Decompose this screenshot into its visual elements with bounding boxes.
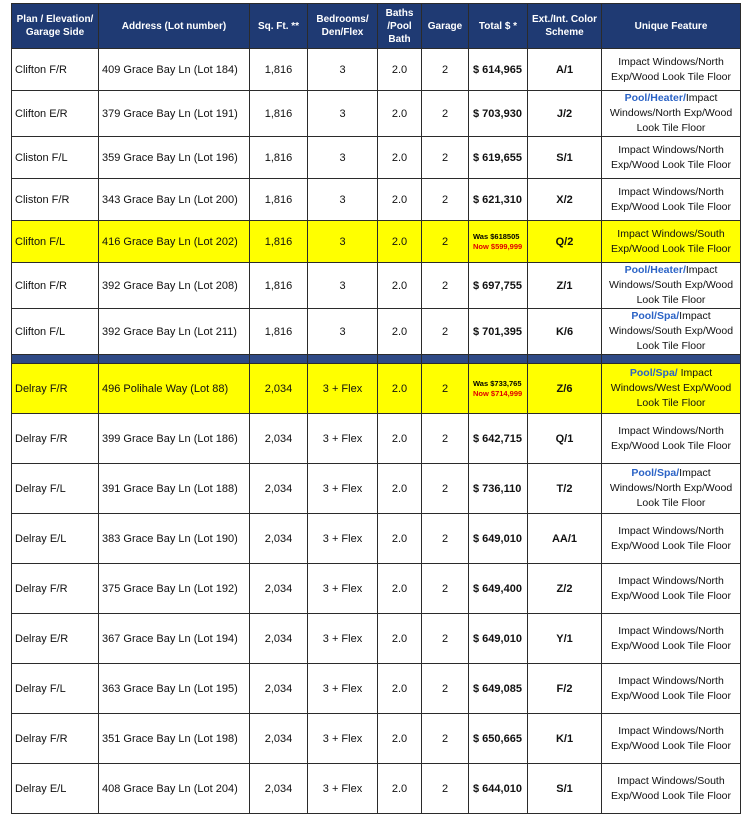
plan-cell: Clifton F/L	[12, 221, 99, 263]
pool-feature-label: Pool/Spa/	[629, 367, 678, 379]
table-row	[12, 764, 741, 814]
now-price: Now $714,999	[473, 388, 523, 398]
color-scheme-cell: K/6	[528, 309, 602, 355]
color-scheme-cell: Z/6	[528, 364, 602, 414]
sqft-cell: 2,034	[250, 714, 308, 764]
header-sqft: Sq. Ft. **	[250, 4, 308, 49]
garage-cell: 2	[422, 564, 469, 614]
divider-cell	[308, 355, 378, 364]
color-scheme-cell: X/2	[528, 179, 602, 221]
color-scheme-cell: J/2	[528, 91, 602, 137]
header-row	[12, 4, 741, 49]
sqft-cell: 2,034	[250, 764, 308, 814]
address-cell: 496 Polihale Way (Lot 88)	[99, 364, 250, 414]
feature-cell	[602, 614, 741, 664]
sqft-cell: 1,816	[250, 263, 308, 309]
address-cell: 359 Grace Bay Ln (Lot 196)	[99, 137, 250, 179]
total-cell: $ 649,010	[469, 514, 528, 564]
feature-cell	[602, 49, 741, 91]
plan-cell: Cliston F/R	[12, 179, 99, 221]
home-listings-table	[11, 3, 741, 814]
pool-feature-label: Pool/Heater/	[624, 264, 686, 276]
plan-cell: Delray F/R	[12, 364, 99, 414]
garage-cell: 2	[422, 664, 469, 714]
total-cell	[469, 221, 528, 263]
baths-cell: 2.0	[378, 179, 422, 221]
bedrooms-cell: 3	[308, 137, 378, 179]
bedrooms-cell: 3	[308, 221, 378, 263]
baths-cell: 2.0	[378, 364, 422, 414]
header-address: Address (Lot number)	[99, 4, 250, 49]
address-cell: 351 Grace Bay Ln (Lot 198)	[99, 714, 250, 764]
color-scheme-cell: K/1	[528, 714, 602, 764]
table-row	[12, 414, 741, 464]
feature-cell	[602, 564, 741, 614]
feature-cell	[602, 91, 741, 137]
garage-cell: 2	[422, 414, 469, 464]
pool-feature-label: Pool/Heater/	[624, 92, 686, 104]
feature-text: Impact Windows/North Exp/Wood Look Tile Floor	[610, 724, 732, 752]
table-row	[12, 91, 741, 137]
feature-cell	[602, 664, 741, 714]
color-scheme-cell: A/1	[528, 49, 602, 91]
baths-cell: 2.0	[378, 263, 422, 309]
total-cell: $ 621,310	[469, 179, 528, 221]
bedrooms-cell: 3 + Flex	[308, 414, 378, 464]
section-divider	[12, 355, 741, 364]
garage-cell: 2	[422, 764, 469, 814]
plan-cell: Delray E/L	[12, 514, 99, 564]
address-cell: 367 Grace Bay Ln (Lot 194)	[99, 614, 250, 664]
baths-cell: 2.0	[378, 464, 422, 514]
baths-cell: 2.0	[378, 664, 422, 714]
feature-text: Impact Windows/North Exp/Wood Look Tile Floor	[609, 467, 733, 509]
header-unique-feature: Unique Feature	[602, 4, 741, 49]
plan-cell: Delray F/L	[12, 664, 99, 714]
now-price: Now $599,999	[473, 241, 523, 251]
sqft-cell: 1,816	[250, 309, 308, 355]
table-row	[12, 714, 741, 764]
garage-cell: 2	[422, 364, 469, 414]
address-cell: 392 Grace Bay Ln (Lot 208)	[99, 263, 250, 309]
address-cell: 343 Grace Bay Ln (Lot 200)	[99, 179, 250, 221]
feature-text: Impact Windows/North Exp/Wood Look Tile Floor	[610, 574, 732, 602]
feature-cell	[602, 309, 741, 355]
total-cell: $ 701,395	[469, 309, 528, 355]
feature-text: Impact Windows/South Exp/Wood Look Tile Floor	[610, 774, 732, 802]
table-row	[12, 364, 741, 414]
sqft-cell: 1,816	[250, 179, 308, 221]
pool-feature-label: Pool/Spa/	[631, 310, 680, 322]
pool-feature-label: Pool/Spa/	[631, 467, 680, 479]
plan-cell: Delray F/L	[12, 464, 99, 514]
garage-cell: 2	[422, 309, 469, 355]
baths-cell: 2.0	[378, 91, 422, 137]
feature-text: Impact Windows/North Exp/Wood Look Tile Floor	[610, 55, 732, 83]
total-cell: $ 614,965	[469, 49, 528, 91]
divider-cell	[422, 355, 469, 364]
header-garage: Garage	[422, 4, 469, 49]
bedrooms-cell: 3	[308, 309, 378, 355]
garage-cell: 2	[422, 514, 469, 564]
baths-cell: 2.0	[378, 564, 422, 614]
garage-cell: 2	[422, 137, 469, 179]
total-cell: $ 649,400	[469, 564, 528, 614]
plan-cell: Delray E/R	[12, 614, 99, 664]
bedrooms-cell: 3 + Flex	[308, 764, 378, 814]
feature-text: Impact Windows/North Exp/Wood Look Tile Floor	[610, 524, 732, 552]
garage-cell: 2	[422, 91, 469, 137]
feature-text: Impact Windows/North Exp/Wood Look Tile Floor	[610, 185, 732, 213]
table-row	[12, 514, 741, 564]
plan-cell: Delray E/L	[12, 764, 99, 814]
sqft-cell: 2,034	[250, 514, 308, 564]
address-cell: 363 Grace Bay Ln (Lot 195)	[99, 664, 250, 714]
garage-cell: 2	[422, 263, 469, 309]
feature-text: Impact Windows/South Exp/Wood Look Tile Floor	[610, 227, 732, 255]
color-scheme-cell: F/2	[528, 664, 602, 714]
sqft-cell: 1,816	[250, 137, 308, 179]
feature-text: Impact Windows/West Exp/Wood Look Tile Floor	[610, 367, 732, 409]
table-row	[12, 309, 741, 355]
total-cell: $ 642,715	[469, 414, 528, 464]
baths-cell: 2.0	[378, 714, 422, 764]
total-cell: $ 649,085	[469, 664, 528, 714]
total-cell: $ 649,010	[469, 614, 528, 664]
baths-cell: 2.0	[378, 49, 422, 91]
bedrooms-cell: 3 + Flex	[308, 664, 378, 714]
baths-cell: 2.0	[378, 514, 422, 564]
address-cell: 408 Grace Bay Ln (Lot 204)	[99, 764, 250, 814]
garage-cell: 2	[422, 221, 469, 263]
table-row	[12, 49, 741, 91]
garage-cell: 2	[422, 614, 469, 664]
divider-cell	[378, 355, 422, 364]
table-row	[12, 564, 741, 614]
color-scheme-cell: Q/2	[528, 221, 602, 263]
baths-cell: 2.0	[378, 221, 422, 263]
table-row	[12, 664, 741, 714]
table-row	[12, 221, 741, 263]
address-cell: 383 Grace Bay Ln (Lot 190)	[99, 514, 250, 564]
address-cell: 416 Grace Bay Ln (Lot 202)	[99, 221, 250, 263]
feature-cell	[602, 364, 741, 414]
baths-cell: 2.0	[378, 764, 422, 814]
color-scheme-cell: S/1	[528, 764, 602, 814]
sqft-cell: 1,816	[250, 91, 308, 137]
bedrooms-cell: 3 + Flex	[308, 564, 378, 614]
sqft-cell: 2,034	[250, 664, 308, 714]
color-scheme-cell: T/2	[528, 464, 602, 514]
address-cell: 379 Grace Bay Ln (Lot 191)	[99, 91, 250, 137]
plan-cell: Cliston F/L	[12, 137, 99, 179]
header-plan: Plan / Elevation/ Garage Side	[12, 4, 99, 49]
baths-cell: 2.0	[378, 414, 422, 464]
sqft-cell: 2,034	[250, 414, 308, 464]
bedrooms-cell: 3	[308, 91, 378, 137]
header-color-scheme: Ext./Int. Color Scheme	[528, 4, 602, 49]
total-cell: $ 644,010	[469, 764, 528, 814]
sqft-cell: 2,034	[250, 464, 308, 514]
garage-cell: 2	[422, 49, 469, 91]
bedrooms-cell: 3	[308, 263, 378, 309]
header-total: Total $ *	[469, 4, 528, 49]
baths-cell: 2.0	[378, 309, 422, 355]
feature-cell	[602, 764, 741, 814]
feature-text: Impact Windows/North Exp/Wood Look Tile Floor	[610, 674, 732, 702]
address-cell: 375 Grace Bay Ln (Lot 192)	[99, 564, 250, 614]
color-scheme-cell: Q/1	[528, 414, 602, 464]
feature-cell	[602, 137, 741, 179]
bedrooms-cell: 3 + Flex	[308, 614, 378, 664]
table-row	[12, 464, 741, 514]
address-cell: 392 Grace Bay Ln (Lot 211)	[99, 309, 250, 355]
feature-cell	[602, 179, 741, 221]
garage-cell: 2	[422, 714, 469, 764]
plan-cell: Delray F/R	[12, 414, 99, 464]
table-row	[12, 179, 741, 221]
total-cell: $ 697,755	[469, 263, 528, 309]
sqft-cell: 1,816	[250, 49, 308, 91]
bedrooms-cell: 3	[308, 49, 378, 91]
was-price: Was $733,765	[473, 378, 522, 388]
baths-cell: 2.0	[378, 614, 422, 664]
total-cell: $ 619,655	[469, 137, 528, 179]
divider-cell	[12, 355, 99, 364]
plan-cell: Clifton F/R	[12, 263, 99, 309]
feature-text: Impact Windows/South Exp/Wood Look Tile Floor	[608, 264, 734, 306]
plan-cell: Clifton F/L	[12, 309, 99, 355]
sqft-cell: 1,816	[250, 221, 308, 263]
header-baths: Baths /Pool Bath	[378, 4, 422, 49]
color-scheme-cell: S/1	[528, 137, 602, 179]
feature-cell	[602, 263, 741, 309]
bedrooms-cell: 3 + Flex	[308, 364, 378, 414]
feature-cell	[602, 221, 741, 263]
feature-cell	[602, 414, 741, 464]
sqft-cell: 2,034	[250, 364, 308, 414]
divider-cell	[469, 355, 528, 364]
garage-cell: 2	[422, 464, 469, 514]
plan-cell: Delray F/R	[12, 564, 99, 614]
was-price: Was $618505	[473, 231, 520, 241]
feature-cell	[602, 714, 741, 764]
plan-cell: Delray F/R	[12, 714, 99, 764]
bedrooms-cell: 3 + Flex	[308, 714, 378, 764]
total-cell	[469, 364, 528, 414]
divider-cell	[602, 355, 741, 364]
garage-cell: 2	[422, 179, 469, 221]
feature-cell	[602, 464, 741, 514]
divider-cell	[99, 355, 250, 364]
feature-text: Impact Windows/North Exp/Wood Look Tile Floor	[610, 143, 732, 171]
bedrooms-cell: 3 + Flex	[308, 514, 378, 564]
feature-cell	[602, 514, 741, 564]
total-cell: $ 703,930	[469, 91, 528, 137]
divider-cell	[528, 355, 602, 364]
plan-cell: Clifton E/R	[12, 91, 99, 137]
address-cell: 391 Grace Bay Ln (Lot 188)	[99, 464, 250, 514]
plan-cell: Clifton F/R	[12, 49, 99, 91]
table-row	[12, 614, 741, 664]
bedrooms-cell: 3	[308, 179, 378, 221]
feature-text: Impact Windows/North Exp/Wood Look Tile Floor	[609, 92, 733, 134]
divider-cell	[250, 355, 308, 364]
feature-text: Impact Windows/South Exp/Wood Look Tile Floor	[608, 310, 734, 352]
baths-cell: 2.0	[378, 137, 422, 179]
color-scheme-cell: Z/1	[528, 263, 602, 309]
total-cell: $ 650,665	[469, 714, 528, 764]
total-cell: $ 736,110	[469, 464, 528, 514]
table-row	[12, 263, 741, 309]
feature-text: Impact Windows/North Exp/Wood Look Tile Floor	[610, 624, 732, 652]
table-row	[12, 137, 741, 179]
address-cell: 399 Grace Bay Ln (Lot 186)	[99, 414, 250, 464]
color-scheme-cell: Y/1	[528, 614, 602, 664]
address-cell: 409 Grace Bay Ln (Lot 184)	[99, 49, 250, 91]
sqft-cell: 2,034	[250, 564, 308, 614]
color-scheme-cell: Z/2	[528, 564, 602, 614]
sqft-cell: 2,034	[250, 614, 308, 664]
bedrooms-cell: 3 + Flex	[308, 464, 378, 514]
feature-text: Impact Windows/North Exp/Wood Look Tile Floor	[610, 424, 732, 452]
header-bedrooms: Bedrooms/ Den/Flex	[308, 4, 378, 49]
color-scheme-cell: AA/1	[528, 514, 602, 564]
